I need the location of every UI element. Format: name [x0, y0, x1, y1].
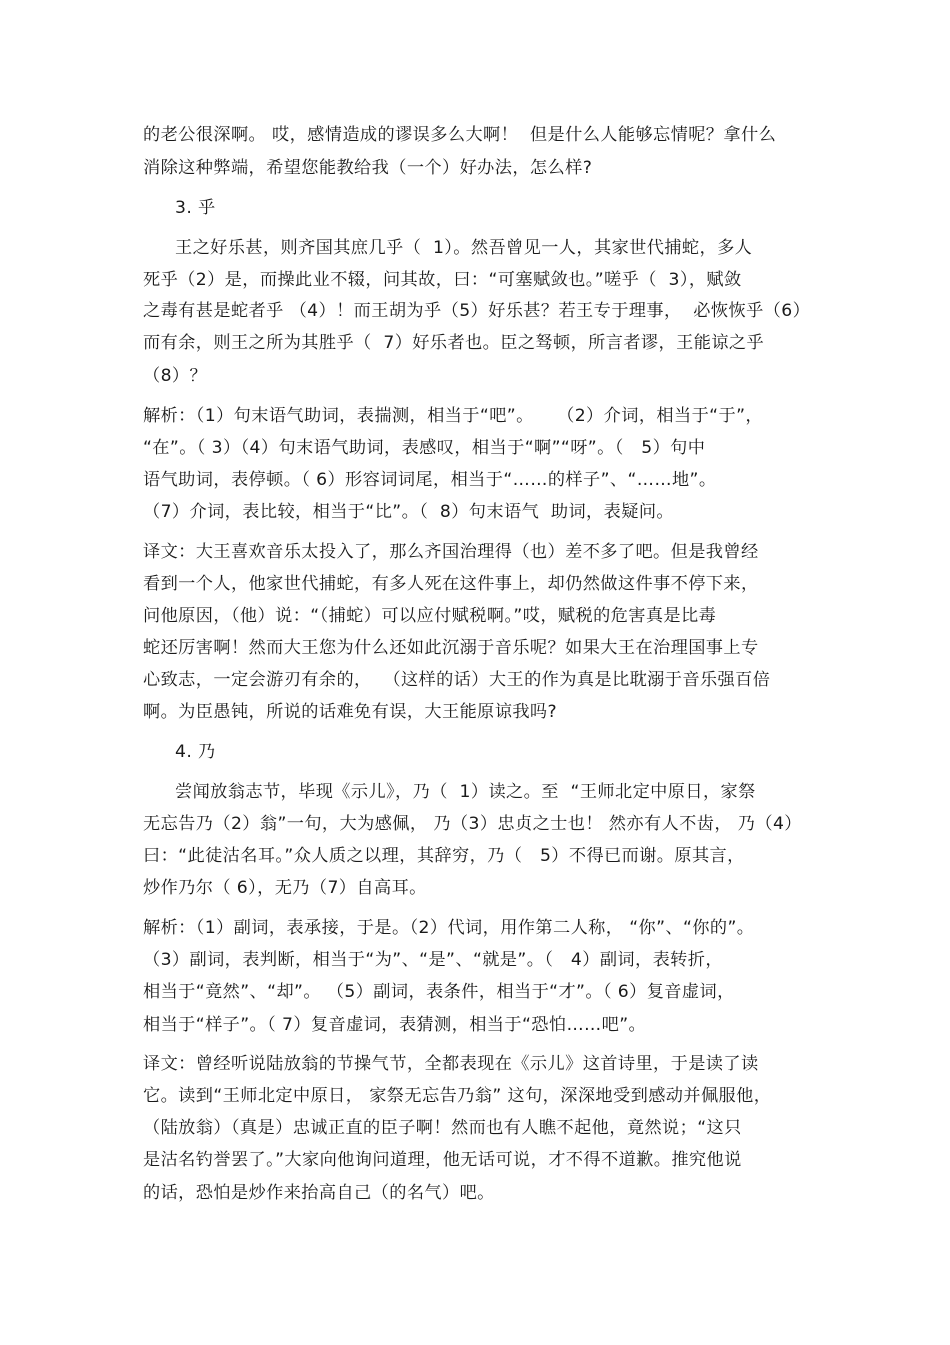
text-line: 炒作乃尔（ 6），无乃（7）自高耳。: [143, 878, 427, 898]
section-heading: 3. 乎: [175, 198, 216, 218]
text-line: 之毒有甚是蛇者乎 （4）！而王胡为乎（5）好乐甚？若王专于理事， 必恢恢乎（6）: [143, 301, 811, 321]
text-line: （7）介词，表比较，相当于“比”。（ 8）句末语气 助词，表疑问。: [143, 502, 674, 522]
text-line: 消除这种弊端，希望您能教给我（一个）好办法，怎么样?: [143, 158, 593, 178]
text-line: 它。读到“王师北定中原日， 家祭无忘告乃翁” 这句，深深地受到感动并佩服他，: [143, 1086, 772, 1106]
text-line: 的话，恐怕是炒作来抬高自己（的名气）吧。: [143, 1183, 495, 1203]
text-line: 是沽名钓誉罢了。”大家向他询问道理，他无话可说，才不得不道歉。推究他说: [143, 1150, 742, 1170]
text-line: 曰：“此徒沽名耳。”众人质之以理，其辞穷，乃（ 5）不得已而谢。原其言，: [143, 846, 745, 866]
text-line: （8）？: [143, 366, 208, 386]
text-line: 译文：曾经听说陆放翁的节操气节，全都表现在《示儿》这首诗里，于是读了读: [143, 1054, 759, 1074]
text-line: 啊。为臣愚钝，所说的话难免有误，大王能原谅我吗?: [143, 702, 558, 722]
text-line: （陆放翁）（真是）忠诚正直的臣子啊！然而也有人瞧不起他，竟然说；“这只: [143, 1118, 742, 1138]
text-line: 看到一个人，他家世代捕蛇，有多人死在这件事上，却仍然做这件事不停下来，: [143, 574, 759, 594]
text-line: 语气助词，表停顿。（ 6）形容词词尾，相当于“……的样子”、“……地”。: [143, 470, 717, 490]
text-line: 蛇还厉害啊！然而大王您为什么还如此沉溺于音乐呢？如果大王在治理国事上专: [143, 638, 759, 658]
text-line: 解析：（1）副词，表承接，于是。（2）代词，用作第二人称， “你”、“你的”。: [143, 918, 755, 938]
text-line: 死乎（2）是，而操此业不辍，问其故，曰：“可塞赋敛也。”嗟乎（ 3），赋敛: [143, 270, 742, 290]
text-line: 无忘告乃（2）翁”一句，大为感佩， 乃（3）忠贞之士也！ 然亦有人不齿， 乃（4）: [143, 814, 802, 834]
text-line: 的老公很深啊。 哎，感情造成的谬误多么大啊！ 但是什么人能够忘情呢？拿什么: [143, 125, 777, 145]
text-line: “在”。（ 3）（4）句末语气助词，表感叹，相当于“啊”“呀”。（ 5）句中: [143, 438, 706, 458]
text-line: （3）副词，表判断，相当于“为”、“是”、“就是”。（ 4）副词，表转折，: [143, 950, 723, 970]
text-line: 而有余，则王之所为其胜乎（ 7）好乐者也。臣之驽顿，所言者谬，王能谅之乎: [143, 333, 765, 353]
text-line: 译文：大王喜欢音乐太投入了，那么齐国治理得（也）差不多了吧。但是我曾经: [143, 542, 759, 562]
text-line: 解析：（1）句末语气助词，表揣测，相当于“吧”。 （2）介词，相当于“于”，: [143, 406, 763, 426]
text-line: 心致志，一定会游刃有余的， （这样的话）大王的作为真是比耽溺于音乐强百倍: [143, 670, 771, 690]
text-line: 尝闻放翁志节，毕现《示儿》，乃（ 1）读之。至 “王师北定中原日，家祭: [175, 782, 756, 802]
text-line: 王之好乐甚，则齐国其庶几乎（ 1）。然吾曾见一人，其家世代捕蛇，多人: [175, 238, 753, 258]
text-line: 相当于“样子”。（ 7）复音虚词，表猜测，相当于“恐怕……吧”。: [143, 1015, 647, 1035]
text-line: 问他原因，（他）说：“（捕蛇）可以应付赋税啊。”哎，赋税的危害真是比毒: [143, 606, 717, 626]
section-heading: 4. 乃: [175, 742, 216, 762]
text-line: 相当于“竟然”、“却”。 （5）副词，表条件，相当于“才”。（ 6）复音虚词，: [143, 982, 735, 1002]
